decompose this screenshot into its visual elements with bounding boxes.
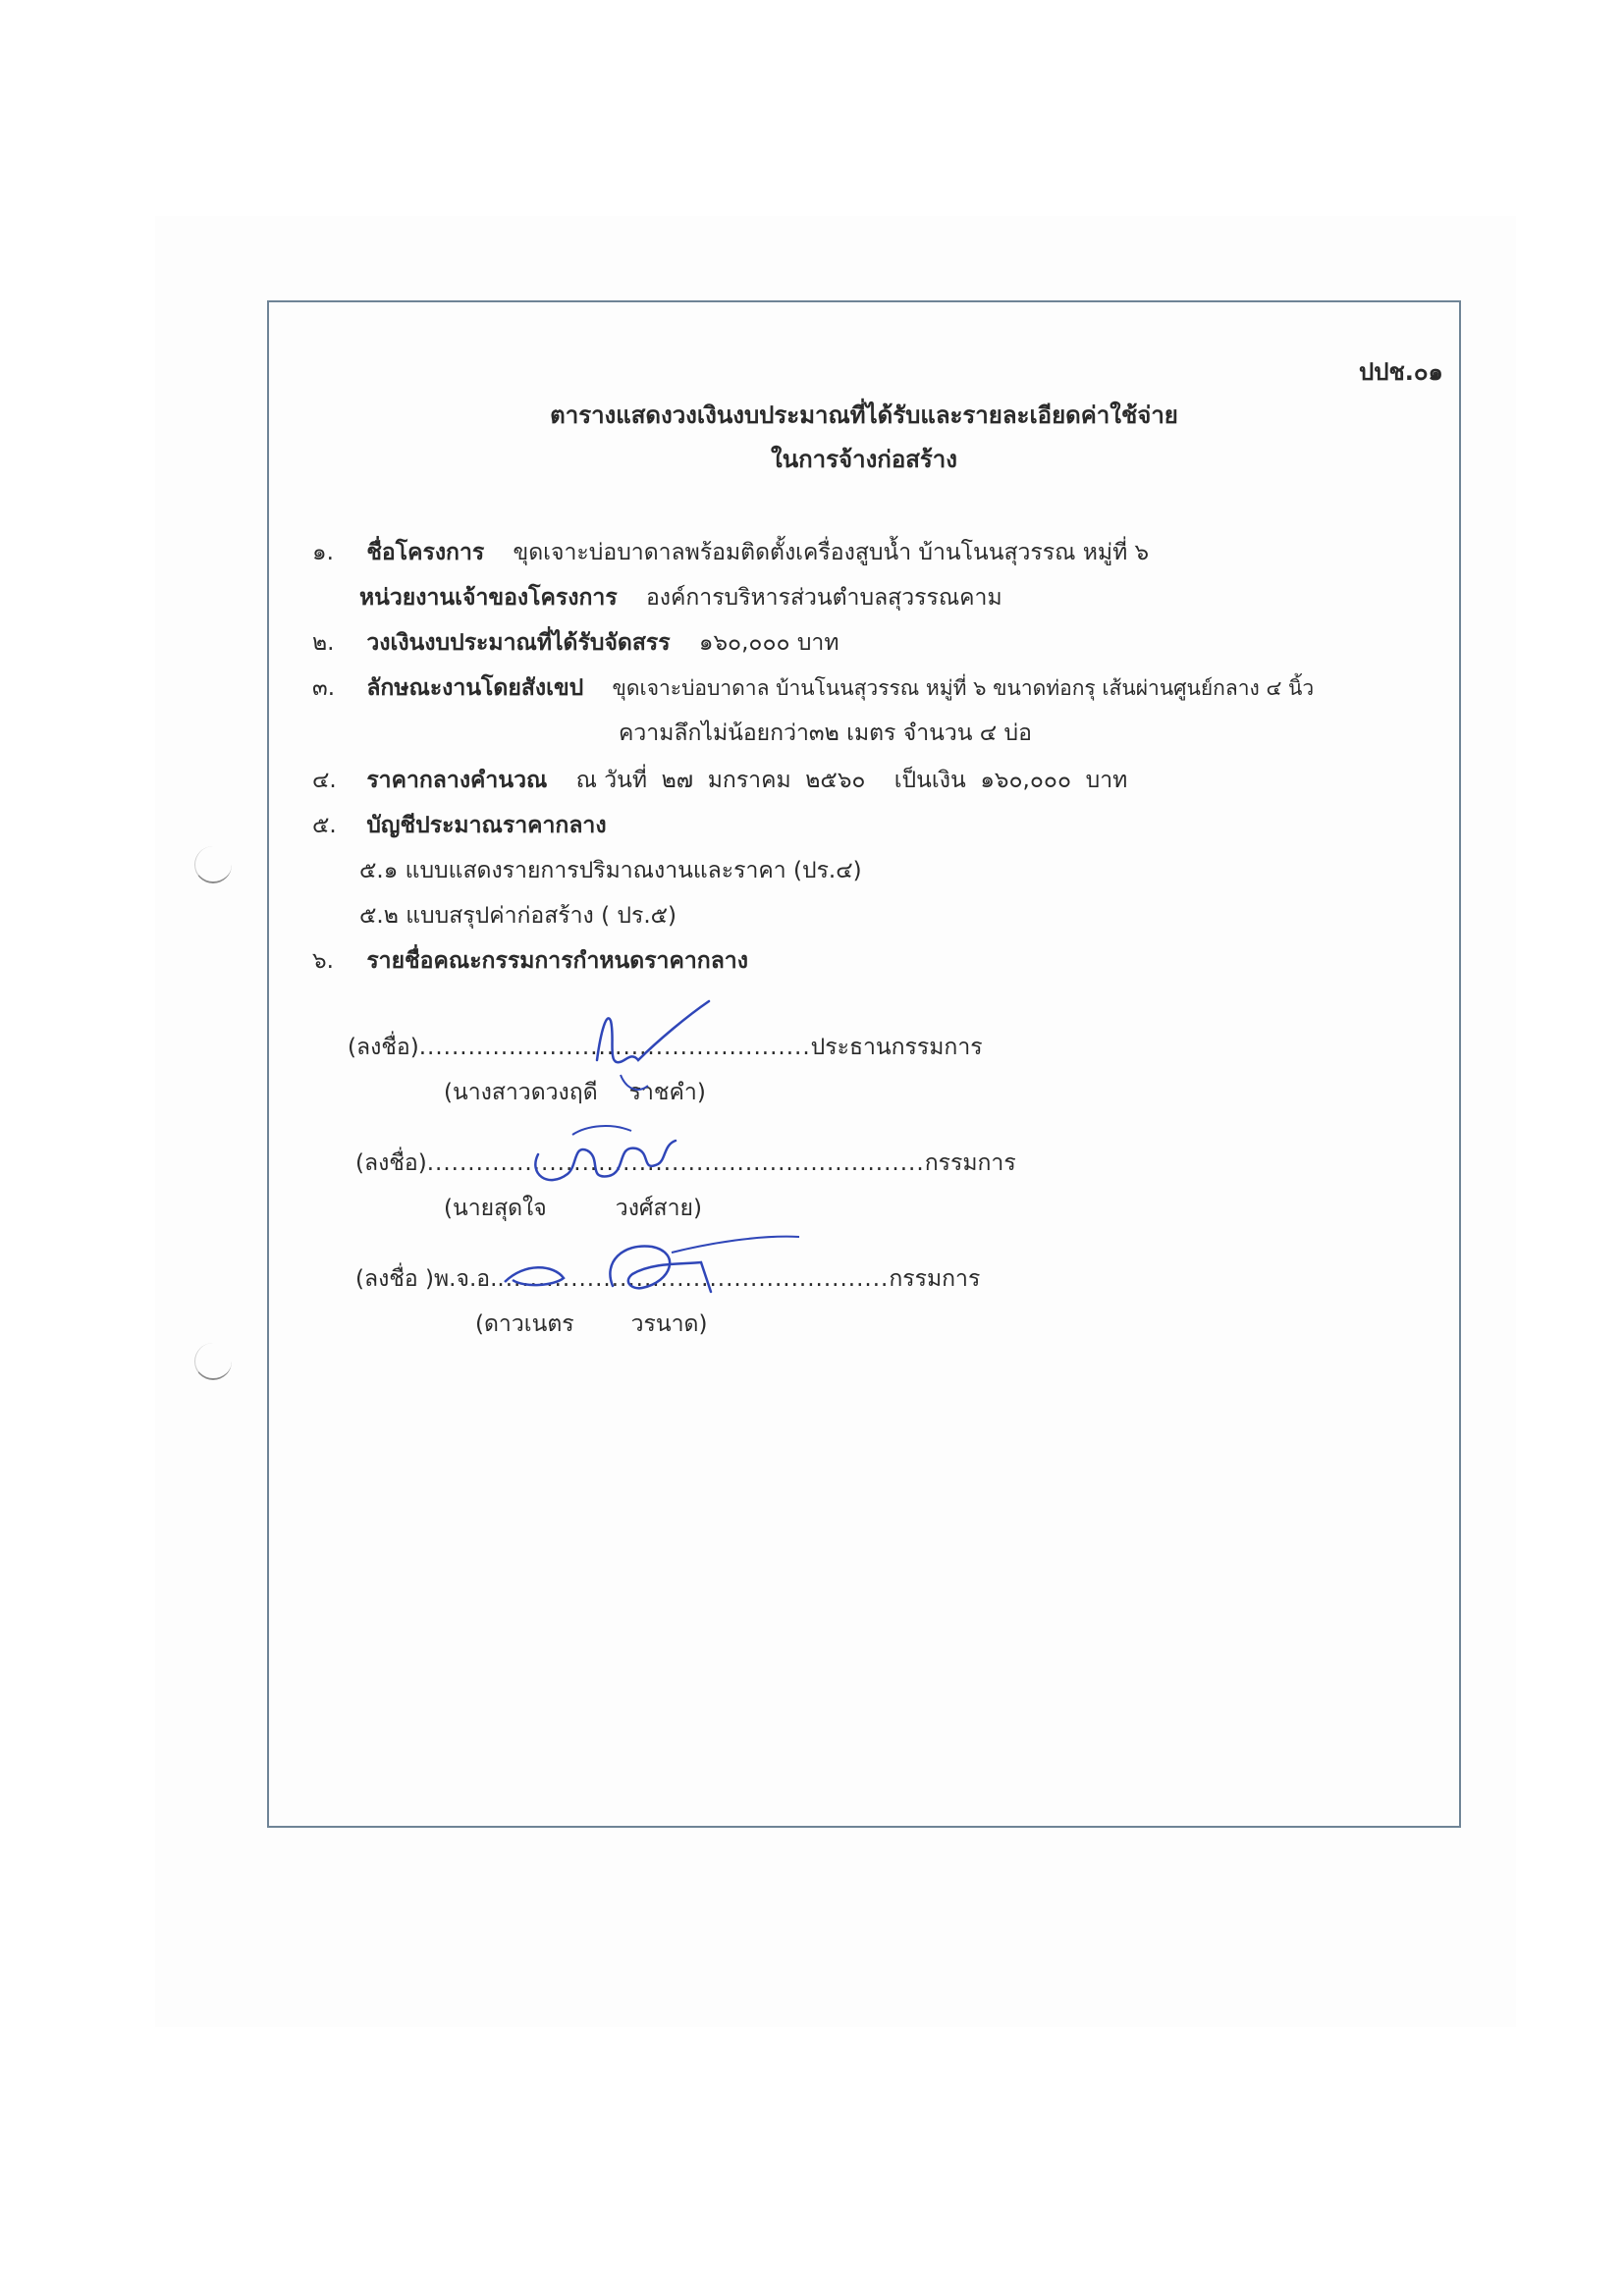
item-5-sub-2: ๕.๒ แบบสรุปค่าก่อสร้าง ( ปร.๕) xyxy=(359,903,677,929)
dotted-line: ............................................................. xyxy=(426,1150,925,1176)
project-name: ขุดเจาะบ่อบาดาลพร้อมติดตั้งเครื่องสูบน้ำ บ้านโนนสุวรรณ หมู่ที่ ๖ xyxy=(513,540,1150,565)
item-1-owner-line xyxy=(359,583,1002,613)
item-6-line xyxy=(312,946,748,976)
signer-name-2: (นายสุดใจ วงศ์สาย) xyxy=(444,1196,702,1221)
signature-line-2 xyxy=(355,1148,1016,1178)
median-price-value: ณ วันที่ ๒๗ มกราคม ๒๕๖๐ เป็นเงิน ๑๖๐,๐๐๐ บาท xyxy=(575,768,1128,793)
sign-prefix: (ลงชื่อ) xyxy=(348,1035,419,1060)
document-title-line2: ในการจ้างก่อสร้าง xyxy=(771,446,957,473)
item-number: ๒. xyxy=(312,630,335,656)
item-number: ๖. xyxy=(312,948,334,974)
sign-role: กรรมการ xyxy=(924,1150,1016,1176)
item-number: ๓. xyxy=(312,675,336,701)
item-label: วงเงินงบประมาณที่ได้รับจัดสรร xyxy=(366,630,671,656)
sign-role: กรรมการ xyxy=(889,1266,981,1292)
budget-value: ๑๖๐,๐๐๐ บาท xyxy=(698,630,839,656)
punch-hole-top xyxy=(194,846,232,883)
item-label: ลักษณะงานโดยสังเขป xyxy=(366,675,584,701)
item-label: บัญชีประมาณราคากลาง xyxy=(366,813,607,838)
item-label: ชื่อโครงการ xyxy=(366,540,485,565)
signer-name-1: (นางสาวดวงฤดี ราชคำ) xyxy=(444,1080,706,1105)
item-number: ๑. xyxy=(312,540,334,565)
document-title-line1: ตารางแสดงวงเงินงบประมาณที่ได้รับและรายละเอียดค่าใช้จ่าย xyxy=(550,401,1178,429)
owner-value: องค์การบริหารส่วนตำบลสุวรรณคาม xyxy=(645,585,1002,611)
work-description: ขุดเจาะบ่อบาดาล บ้านโนนสุวรรณ หมู่ที่ ๖ ขนาดท่อกรุ เส้นผ่านศูนย์กลาง ๔ นิ้ว xyxy=(612,676,1315,700)
item-5-sub-1: ๕.๑ แบบแสดงรายการปริมาณงานและราคา (ปร.๔) xyxy=(359,858,862,883)
signature-1-scribble xyxy=(579,991,717,1099)
sign-prefix: (ลงชื่อ )พ.จ.อ. xyxy=(355,1266,498,1292)
sign-role: ประธานกรรมการ xyxy=(810,1035,983,1060)
item-1-line xyxy=(312,538,1149,567)
owner-label: หน่วยงานเจ้าของโครงการ xyxy=(359,585,618,611)
document-frame xyxy=(267,300,1461,1828)
item-label: ราคากลางคำนวณ xyxy=(366,768,548,793)
form-code: ปปช.๐๑ xyxy=(1359,358,1443,386)
signer-name-3: (ดาวเนตร วรนาด) xyxy=(475,1311,708,1337)
item-2-line xyxy=(312,628,839,658)
punch-hole-bottom xyxy=(194,1343,232,1380)
item-label: รายชื่อคณะกรรมการกำหนดราคากลาง xyxy=(366,948,748,974)
item-number: ๕. xyxy=(312,813,337,838)
item-number: ๔. xyxy=(312,768,337,793)
signature-2-scribble xyxy=(518,1115,685,1203)
item-3-line xyxy=(312,673,1314,703)
dotted-line: ................................................ xyxy=(418,1035,811,1060)
item-5-line xyxy=(312,811,607,840)
item-4-line xyxy=(312,766,1127,795)
item-3-line2: ความลึกไม่น้อยกว่า๓๒ เมตร จำนวน ๔ บ่อ xyxy=(619,721,1032,746)
sign-prefix: (ลงชื่อ) xyxy=(355,1150,427,1176)
dotted-line: ................................................ xyxy=(497,1266,890,1292)
signature-3-scribble xyxy=(485,1223,809,1311)
